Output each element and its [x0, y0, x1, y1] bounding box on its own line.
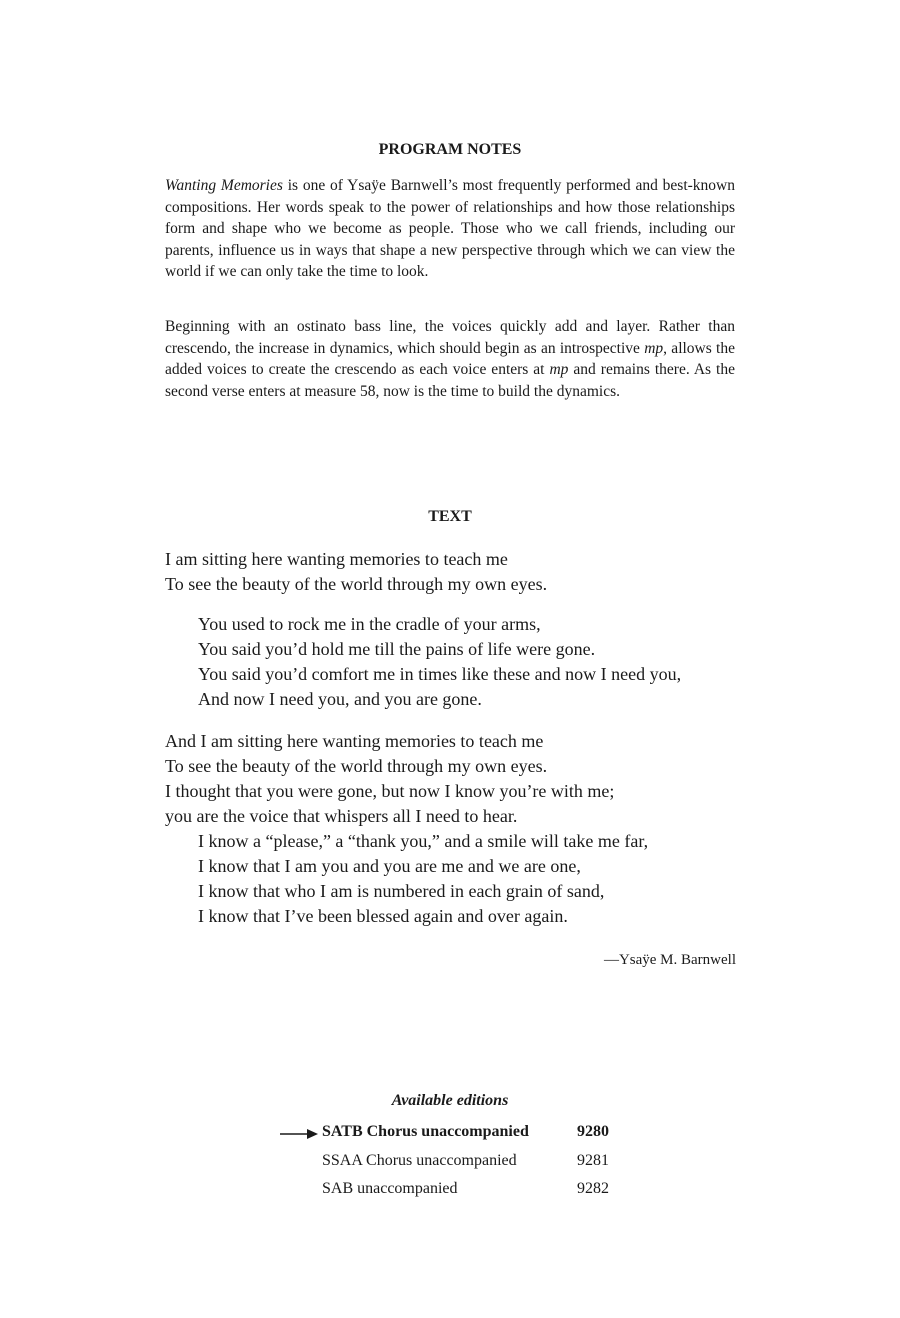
lyric-line: And now I need you, and you are gone.	[198, 689, 482, 709]
lyric-line: You said you’d comfort me in times like these and now I need you,	[198, 664, 682, 684]
lyric-line: I know a “please,” a “thank you,” and a smile will take me far,	[198, 831, 649, 851]
notes-p2-text-b: , allows the added voices to create the crescendo as each voice enters at	[165, 339, 735, 378]
edition-row-sab	[280, 1180, 640, 1204]
edition-number: 9281	[577, 1152, 609, 1169]
notes-p2-text-c: and remains there. As the second verse enters at measure 58, now is the time to build the dynamics.	[165, 361, 735, 400]
edition-name: SAB unaccompanied	[322, 1180, 458, 1197]
edition-number: 9282	[577, 1180, 609, 1197]
dynamic-mp-1: mp	[644, 339, 664, 357]
program-notes-heading: PROGRAM NOTES	[378, 141, 522, 158]
program-notes-paragraph-2	[165, 316, 735, 402]
lyric-line: To see the beauty of the world through my own eyes.	[165, 574, 548, 594]
edition-name: SSAA Chorus unaccompanied	[322, 1152, 517, 1169]
lyric-line: You used to rock me in the cradle of your arms,	[198, 614, 541, 634]
lyrics-stanza-1	[165, 547, 765, 597]
lyric-line: you are the voice that whispers all I need to hear.	[165, 806, 518, 826]
program-notes-paragraph-1	[165, 175, 735, 283]
lyric-line: I know that who I am is numbered in each grain of sand,	[198, 881, 605, 901]
lyrics-stanza-2	[165, 612, 765, 712]
lyric-line: I thought that you were gone, but now I know you’re with me;	[165, 781, 615, 801]
author-attribution: —Ysaÿe M. Barnwell	[603, 952, 736, 968]
notes-p1-text: is one of Ysaÿe Barnwell’s most frequently performed and best-known compositions. Her words speak to the power of relationships and how those relationships form and shape who we become as people. Those who we call friends, including our parents, influence us in ways that shape a new perspective through which we can view the world if we can only take the time to look.	[165, 177, 735, 280]
edition-name: SATB Chorus unaccompanied	[322, 1123, 529, 1140]
edition-row-ssaa	[280, 1152, 640, 1176]
edition-row-satb	[280, 1123, 640, 1147]
lyric-line: I know that I’ve been blessed again and over again.	[198, 906, 568, 926]
dynamic-mp-2: mp	[549, 361, 569, 378]
piece-title: Wanting Memories	[165, 177, 283, 194]
notes-p2-text-a: Beginning with an ostinato bass line, the voices quickly add and layer. Rather than crescendo, the increase in dynamics, which should begin as an introspective	[165, 318, 735, 357]
text-heading: TEXT	[428, 508, 472, 525]
edition-number: 9280	[577, 1123, 609, 1140]
available-editions-title: Available editions	[391, 1092, 509, 1109]
lyric-line: You said you’d hold me till the pains of life were gone.	[198, 639, 596, 659]
lyric-line: To see the beauty of the world through my own eyes.	[165, 756, 548, 776]
lyric-line: I know that I am you and you are me and we are one,	[198, 856, 581, 876]
lyric-line: I am sitting here wanting memories to teach me	[165, 549, 508, 569]
arrow-right-icon	[280, 1127, 318, 1141]
lyric-line: And I am sitting here wanting memories to teach me	[165, 731, 544, 751]
lyrics-stanza-3	[165, 729, 765, 929]
